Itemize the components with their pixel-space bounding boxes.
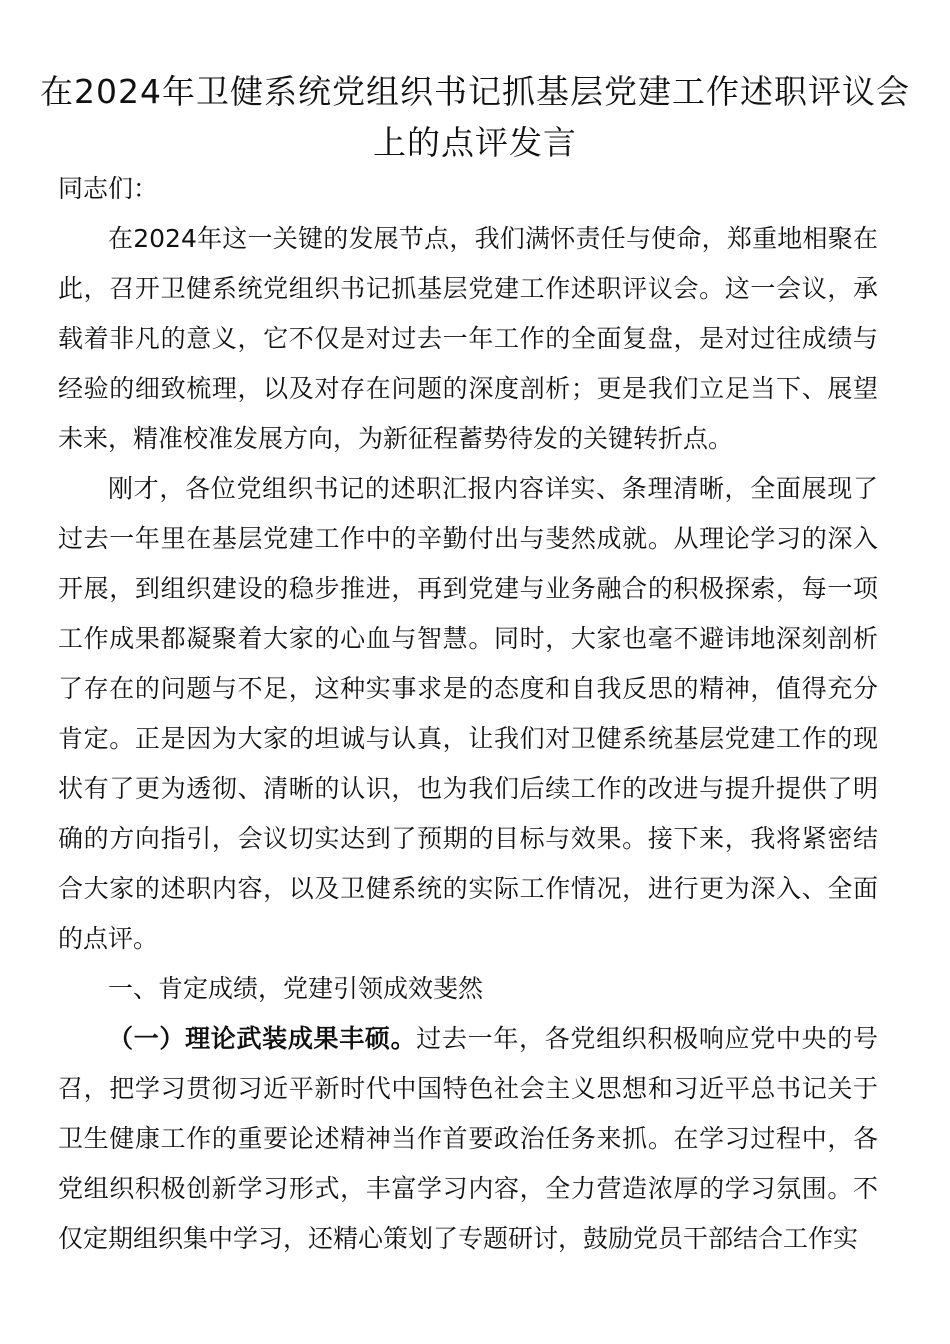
document-title: 在2024年卫健系统党组织书记抓基层党建工作述职评议会上的点评发言 — [40, 72, 910, 162]
subsection-text: 过去一年，各党组织积极响应党中央的号召，把学习贯彻习近平新时代中国特色社会主义思想和习近平总书记关于卫生健康工作的重要论述精神当作首要政治任务来抓。在学习过程中，各党组织积极创新学习形式，丰富学习内容，全力营造浓厚的学习氛围。不仅定期组织集中学习，还精心策划了专题研讨，鼓励党员干部结合工作实 — [58, 1024, 878, 1253]
paragraph: 刚才，各位党组织书记的述职汇报内容详实、条理清晰，全面展现了过去一年里在基层党建工作中的辛勤付出与斐然成就。从理论学习的深入开展，到组织建设的稳步推进，再到党建与业务融合的积极探索，每一项工作成果都凝聚着大家的心血与智慧。同时，大家也毫不避讳地深刻剖析了存在的问题与不足，这种实事求是的态度和自我反思的精神，值得充分肯定。正是因为大家的坦诚与认真，让我们对卫健系统基层党建工作的现状有了更为透彻、清晰的认识，也为我们后续工作的改进与提升提供了明确的方向指引，会议切实达到了预期的目标与效果。接下来，我将紧密结合大家的述职内容，以及卫健系统的实际工作情况，进行更为深入、全面的点评。 — [58, 474, 878, 953]
salutation: 同志们： — [58, 174, 159, 203]
section-heading: 一、肯定成绩，党建引领成效斐然 — [108, 974, 484, 1003]
document-body — [58, 164, 878, 1264]
paragraph: 在2024年这一关键的发展节点，我们满怀责任与使命，郑重地相聚在此，召开卫健系统党组织书记抓基层党建工作述职评议会。这一会议，承载着非凡的意义，它不仅是对过去一年工作的全面复盘，是对过往成绩与经验的细致梳理，以及对存在问题的深度剖析；更是我们立足当下、展望未来，精准校准发展方向，为新征程蓄势待发的关键转折点。 — [58, 224, 878, 453]
subsection-heading: （一）理论武装成果丰硕。 — [108, 1024, 417, 1053]
subsection-paragraph — [58, 1014, 878, 1264]
